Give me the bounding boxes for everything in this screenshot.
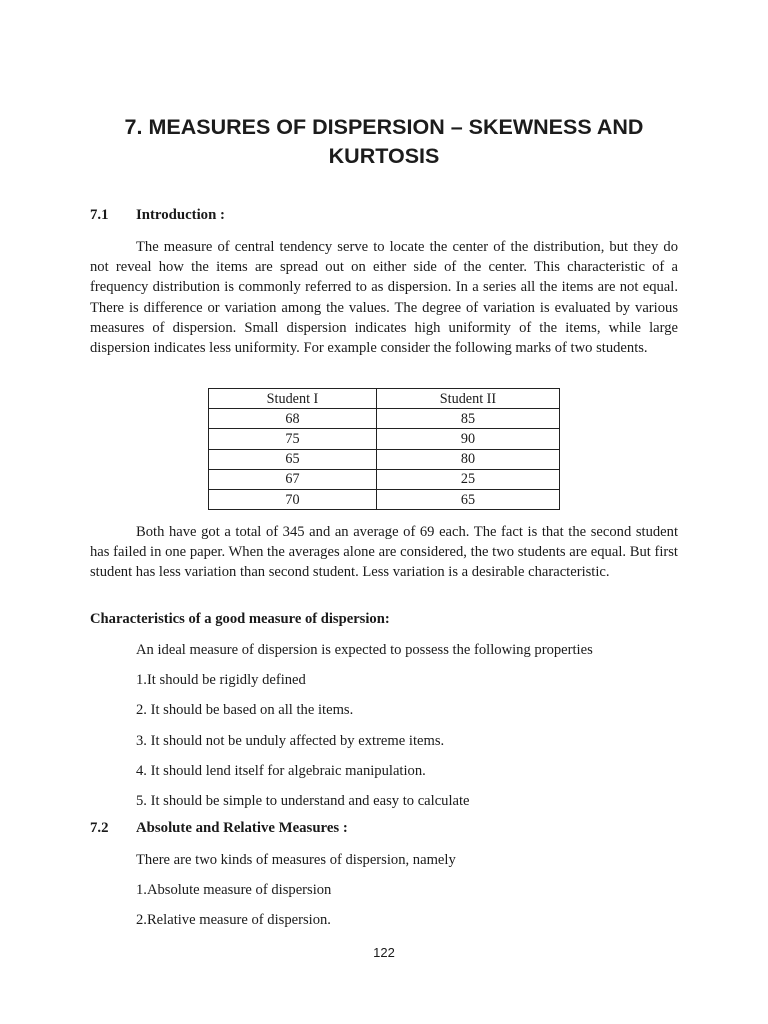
- characteristics-heading: Characteristics of a good measure of dispersion:: [90, 611, 390, 627]
- section-7-1-heading: [90, 207, 225, 224]
- section-7-2-heading: [90, 820, 348, 837]
- column-header: Student II: [376, 389, 559, 409]
- table-cell: 90: [376, 429, 559, 449]
- table-cell: 85: [376, 409, 559, 429]
- table-cell: 70: [209, 489, 377, 509]
- table-row: [209, 409, 560, 429]
- column-header: Student I: [209, 389, 377, 409]
- page-number: 122: [373, 945, 395, 960]
- section-number: 7.2: [90, 820, 109, 836]
- table-cell: 67: [209, 469, 377, 489]
- table-cell: 80: [376, 449, 559, 469]
- table-cell: 68: [209, 409, 377, 429]
- list-item: 1.It should be rigidly defined: [136, 672, 306, 688]
- table-cell: 75: [209, 429, 377, 449]
- list-item: 5. It should be simple to understand and easy to calculate: [136, 793, 470, 809]
- table-header-row: [209, 389, 560, 409]
- table-row: [209, 489, 560, 509]
- marks-table: [208, 388, 560, 510]
- table-cell: 25: [376, 469, 559, 489]
- section-7-2-intro: There are two kinds of measures of dispersion, namely: [136, 852, 456, 868]
- list-item: 2. It should be based on all the items.: [136, 702, 354, 718]
- list-item: 2.Relative measure of dispersion.: [136, 912, 331, 928]
- intro-paragraph: The measure of central tendency serve to locate the center of the distribution, but they do not reveal how the items are spread out on either side of the center. This characteristic of a frequency distribution is commonly referred to as dispersion. In a series all the items are not equal. There is difference or variation among the values. The degree of variation is evaluated by various measures of dispersion. Small dispersion indicates high uniformity of the items, while large dispersion indicates less uniformity. For example consider the following marks of two students.: [90, 239, 678, 357]
- list-item: 1.Absolute measure of dispersion: [136, 882, 332, 898]
- characteristics-intro: An ideal measure of dispersion is expected to possess the following properties: [136, 642, 593, 658]
- table-row: [209, 429, 560, 449]
- table-row: [209, 449, 560, 469]
- table-row: [209, 469, 560, 489]
- list-item: 4. It should lend itself for algebraic manipulation.: [136, 763, 426, 779]
- list-item: 3. It should not be unduly affected by extreme items.: [136, 733, 445, 749]
- table-cell: 65: [376, 489, 559, 509]
- section-number: 7.1: [90, 207, 109, 223]
- section-title: Introduction :: [136, 207, 225, 223]
- table-cell: 65: [209, 449, 377, 469]
- chapter-title: 7. MEASURES OF DISPERSION – SKEWNESS AND KURTOSIS: [124, 115, 644, 168]
- comparison-paragraph: Both have got a total of 345 and an average of 69 each. The fact is that the second student has failed in one paper. When the averages alone are considered, the two students are equal. But first student has less variation than second student. Less variation is a desirable characteristic.: [90, 524, 678, 581]
- section-title: Absolute and Relative Measures :: [136, 820, 348, 836]
